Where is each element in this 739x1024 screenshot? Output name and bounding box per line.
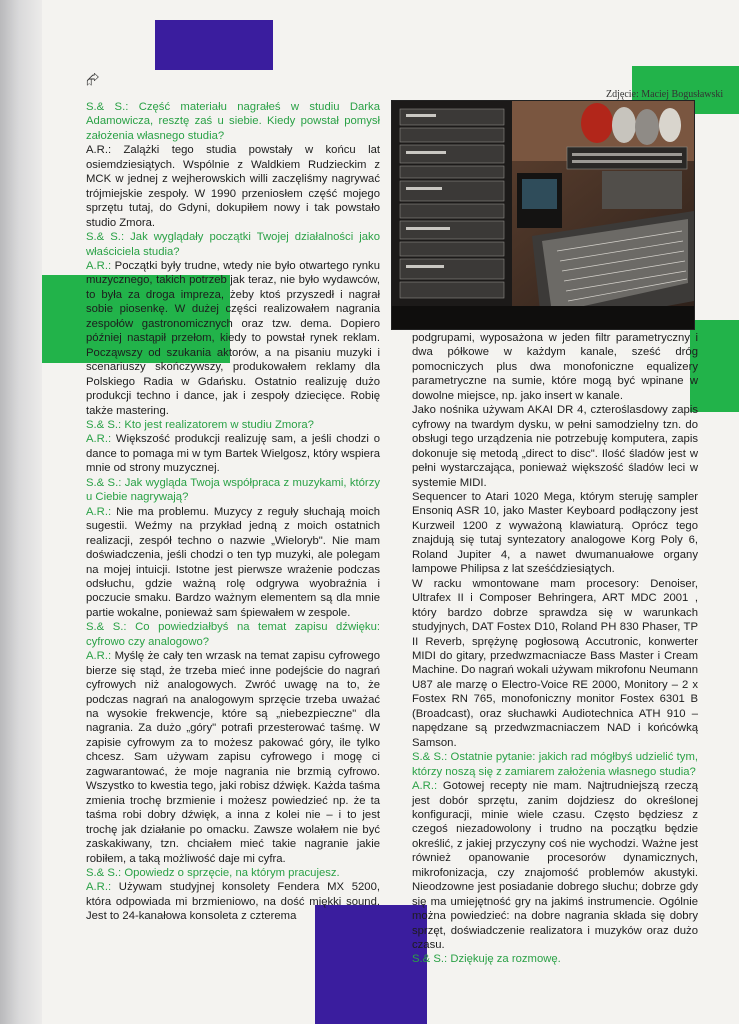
right-para-7: S.& S.: Dziękuję za rozmowę.	[412, 953, 561, 966]
right-column	[412, 331, 698, 967]
right-para-5: S.& S.: Ostatnie pytanie: jakich rad mógłbyś udzielić tym, którzy noszą się z zamiarem założenia własnego studia?	[412, 751, 698, 778]
left-para-12: A.R.: Używam studyjnej konsolety Fendera MX 5200, która odpowiada mi brzmieniowo, na dość miękki sound. Jest to 24-kanałowa konsoleta z czterema	[86, 881, 381, 923]
left-para-3: S.& S.: Jak wyglądały początki Twojej działalności jako właściciela studia?	[86, 231, 380, 258]
right-para-4: W racku wmontowane mam procesory: Denoiser, Ultrafex II i Composer Behringera, ART MDC 2001 , który bardzo dobrze sprawdza się w warunkach studyjnych, DAT Fostex D10, Roland PH 830 Phaser, TP II Reverb, sprężynę pogłosową Accutronic, konwerter MIDI do gitary, przedwzmacniacze Bass Master i Cream Machine. Do nagrań wokali używam mikrofonu Neumann U87 ale marzę o Electro-Voice RE 2000, Monitory – 2 x Fostex RN 765, monofoniczny monitor Fostex 6301 B (Broadcast), oraz słuchawki Audiotechnica ATH 910 – napędzane są przedwzmacniaczem NAD i końcówką Samson.	[412, 577, 698, 749]
left-para-10: A.R.: Myślę że cały ten wrzask na temat zapisu cyfrowego bierze się stąd, że trzeba mieć inne podejście do nagrań cyfrowych niż analogowych. Zwróć uwagę na to, że podczas nagrań na analogowym sprzęcie trzeba uważać na wysokie frekwencje, które są „niebezpieczne" dla nagrania. Za dużo „góry" potrafi przesterować taśmę. W zapisie cyfrowym za to możesz pakować góry, ile tylko chcesz. Sam używam zapisu cyfrowego i mogę ci zagwarantować, że moje nagrania nie brzmią cyfrowo. Wszystko to kwestia tego, jaki robisz dźwięk. Każda taśma zmienia trochę brzmienie i możesz powiedzieć np. że ta taśma robi dobry dźwięk, a inna z kolei nie – i to jest trochę jak działanie po omacku. Zawsze wolałem nie być zaskakiwany, tzn. chciałem mieć takie nagranie jakie robiłem, a taką możliwość daje mi cyfra.	[86, 650, 380, 865]
left-para-5: S.& S.: Kto jest realizatorem w studiu Zmora?	[86, 418, 314, 431]
left-para-4: A.R.: Początki były trudne, wtedy nie było otwartego rynku muzycznego, takich potrzeb jak teraz, nie było wydawców, to była za droga impreza, żeby ktoś przyszedł i nagrał sobie piosenkę. W dużej części realizowałem nagrania zespołów gastronomicznych oraz tzw. dema. Dopiero później nastąpił przełom, kiedy to powstał rynek reklam. Począwszy od szukania aktorów, a na pisaniu muzyki i scenariuszy skończywszy, produkowałem reklamy dla Polskiego Radia w Gdańsku. Ostatnio realizuję dużo produkcji techno i dance, jak i zespoły dziecięce. Robię także mastering.	[86, 259, 380, 417]
right-para-2: Jako nośnika używam AKAI DR 4, czteroślasdowy zapis cyfrowy na twardym dysku, w pełni samodzielny tzn. do obsługi tego urządzenia nie potrzebuję komputera, zapis dokonuje się metodą „direct to disc". Ilość śladów jest w pełni wystarczająca, ponieważ większość śladów leci w systemie MIDI.	[412, 404, 698, 489]
purple-block-top	[155, 20, 273, 70]
left-para-9: S.& S.: Co powiedziałbyś na temat zapisu dźwięku: cyfrowo czy analogowo?	[86, 621, 380, 648]
studio-photo-illustration	[392, 101, 694, 329]
left-column	[86, 100, 380, 924]
left-para-2: A.R.: Zalążki tego studia powstały w końcu lat osiemdziesiątych. Wspólnie z Waldkiem Rudzieckim z MCK w jednej z wejherowskich willi zaczęliśmy nagrywać trójmiejskie zespoły. W 1990 przeniosłem część mojego sprzętu tutaj, do Gdyni, dokupiłem nowy i tak powstało studio Zmora.	[86, 144, 381, 229]
arrow-icon: ⮳	[86, 70, 100, 89]
right-para-6: A.R.: Gotowej recepty nie mam. Najtrudniejszą rzeczą jest dobór sprzętu, zanim dojdziesz do określonej konfiguracji, minie wiele czasu. Często będziesz z czegoś niezadowolony i trudno na początku będzie określić, z jakiej przyczyny coś nie wychodzi. Ważne jest również opanowanie procesorów dynamicznych, mikrofonizacja, czy znajomość problemów akustyki. Nieodzowne jest posiadanie dobrego słuchu; dobrze gdy się ma umiejętność gry na jakimś instrumencie. Ogólnie można powiedzieć: na dobre nagrania składa się dobry sprzęt, doświadczenie realizatora i muzyków oraz dużo czasu.	[412, 780, 699, 952]
right-para-3: Sequencer to Atari 1020 Mega, którym steruję sampler Ensoniq ASR 10, jako Master Keyboard podłączony jest Kurzweil 1200 z wyważoną klawiaturą. Oprócz tego znajdują się tutaj syntezatory analogowe Korg Poly 6, Roland Jupiter 4, a nawet dwumanuałowe organy lampowe Philipsa z lat sześćdziesiątych.	[412, 490, 698, 576]
right-para-1: podgrupami, wyposażona w jeden filtr parametryczny i dwa półkowe w każdym kanale, sześć dróg pomocniczych plus dwa monofoniczne equalizery parametryczne na sumie, które mogą być wpinane w dowolne miejsce, np. jako insert w kanale.	[412, 332, 698, 402]
left-para-6: A.R.: Większość produkcji realizuję sam, a jeśli chodzi o dance to pomaga mi w tym Bartek Wielgosz, który wspiera mnie od strony muzycznej.	[86, 433, 380, 475]
left-para-8: A.R.: Nie ma problemu. Muzycy z reguły słuchają moich sugestii. Weźmy na przykład jedną z moich ostatnich realizacji, zespół techno o nazwie „Wieloryb". Nie mam doświadczenia, jeśli chodzi o ten typ muzyki, ale polegam na mojej intuicji. Istotne jest pierwsze wrażenie podczas odsłuchu, gdzie ważną rolę odgrywa wyobraźnia i poczucie smaku. Bardzo ważnym elementem są dla mnie partie wokalne, ponieważ sam śpiewałem w zespole.	[86, 505, 380, 619]
page-spine-shadow	[0, 0, 42, 1024]
left-para-11: S.& S.: Opowiedz o sprzęcie, na którym pracujesz.	[86, 867, 340, 880]
left-para-1: S.& S.: Część materiału nagrałeś w studiu Darka Adamowicza, resztę zaś u siebie. Kiedy powstał pomysł założenia własnego studia?	[86, 101, 380, 142]
photo-credit: Zdjęcie: Maciej Bogusławski	[606, 89, 724, 100]
left-para-7: S.& S.: Jak wygląda Twoja współpraca z muzykami, którzy u Ciebie nagrywają?	[86, 476, 380, 504]
studio-photo	[391, 100, 695, 330]
